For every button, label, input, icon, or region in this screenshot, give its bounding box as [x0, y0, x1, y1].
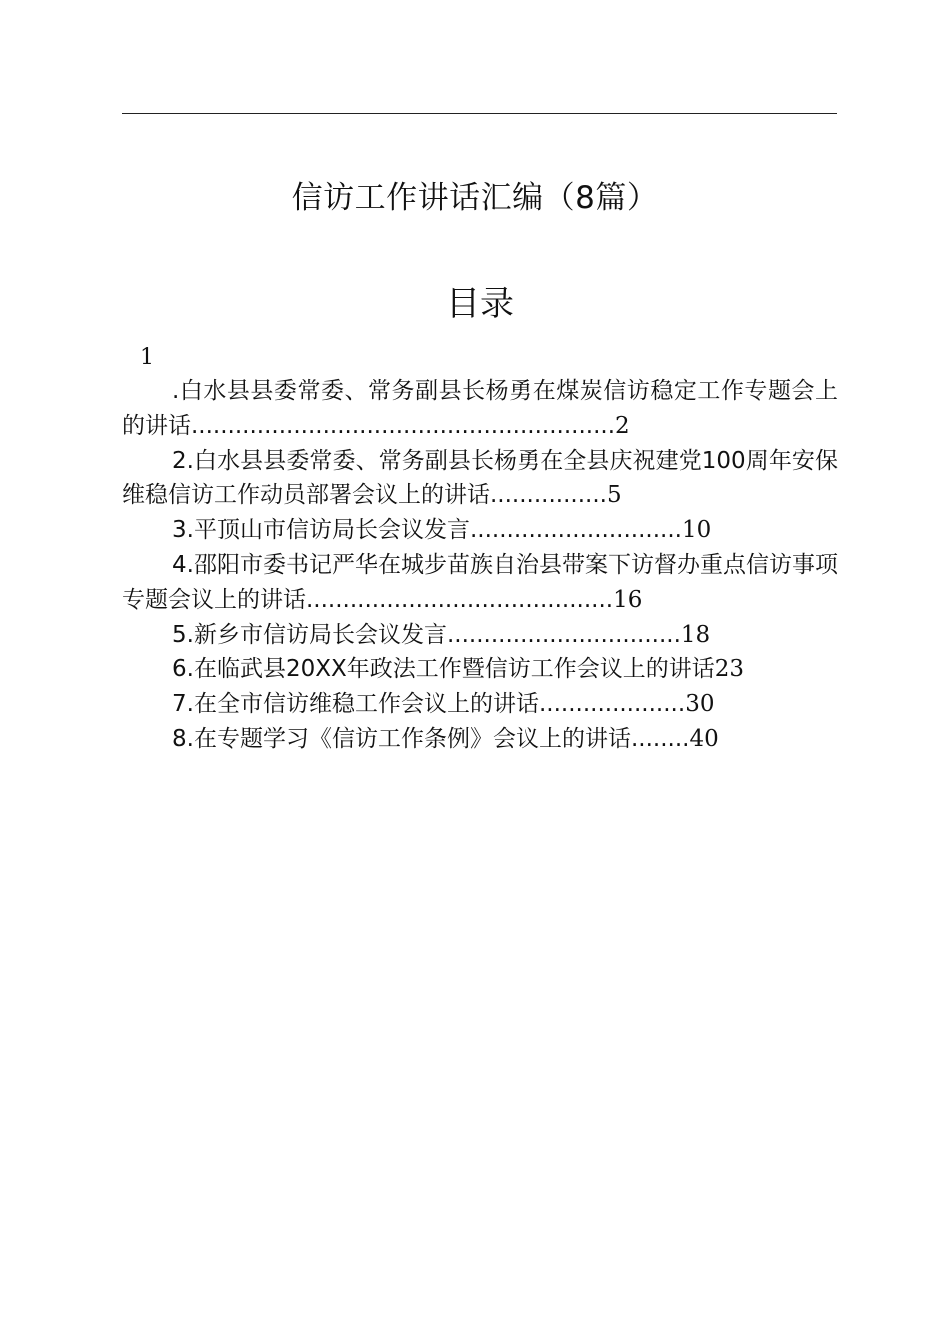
toc-entry-title: 7.在全市信访维稳工作会议上的讲话: [172, 691, 539, 718]
toc-entry-page: 18: [680, 621, 711, 648]
toc-entry-leader: .............................: [469, 517, 682, 544]
header-rule: [122, 113, 837, 114]
toc-entry-leader: ........: [630, 725, 690, 752]
toc-entry-leader: ................: [490, 482, 607, 509]
toc-entry-leader: ..........................................................: [191, 412, 616, 439]
toc-entry-title: 5.新乡市信访局长会议发言: [172, 621, 447, 648]
toc-entry-page: 2: [615, 412, 630, 439]
toc-stray-number: 1: [140, 345, 154, 370]
document-title: 信访工作讲话汇编（8篇）: [291, 180, 659, 216]
toc-entry[interactable]: [122, 444, 838, 514]
toc-entry[interactable]: [122, 374, 838, 444]
toc-entry-leader: ....................: [538, 691, 686, 718]
toc-entry-title: 4.邵阳市委书记严华在城步苗族自治县带案下访督办重点信访事项专题会议上的讲话: [122, 551, 838, 613]
toc-heading: 目录: [446, 284, 514, 324]
toc-entry-title: 2.白水县县委常委、常务副县长杨勇在全县庆祝建党100周年安保维稳信访工作动员部署会议上的讲话: [122, 447, 838, 509]
toc-entry-leader: ..........................................: [306, 586, 614, 613]
toc-entry-leader: ................................: [446, 621, 681, 648]
toc-entry-page: 16: [613, 586, 643, 613]
toc-entry-page: 23: [714, 656, 745, 683]
toc-entry-page: 10: [681, 517, 712, 544]
toc-entry-title: .白水县县委常委、常务副县长杨勇在煤炭信访稳定工作专题会上的讲话: [122, 378, 838, 439]
toc-entry[interactable]: [122, 618, 838, 653]
toc-entry-page: 5: [606, 482, 622, 509]
toc-entry-page: 30: [685, 691, 715, 718]
toc-entry[interactable]: [122, 652, 838, 687]
toc-entry[interactable]: [122, 513, 838, 548]
toc-entry-title: 3.平顶山市信访局长会议发言: [172, 517, 470, 544]
toc-entry[interactable]: [122, 722, 838, 757]
toc-entry[interactable]: [122, 548, 838, 618]
toc-entry-title: 8.在专题学习《信访工作条例》会议上的讲话: [172, 725, 631, 752]
toc-entry-title: 6.在临武县20XX年政法工作暨信访工作会议上的讲话: [172, 656, 715, 683]
toc-entry[interactable]: [122, 687, 838, 722]
table-of-contents: [122, 374, 838, 757]
toc-entry-page: 40: [689, 725, 719, 752]
